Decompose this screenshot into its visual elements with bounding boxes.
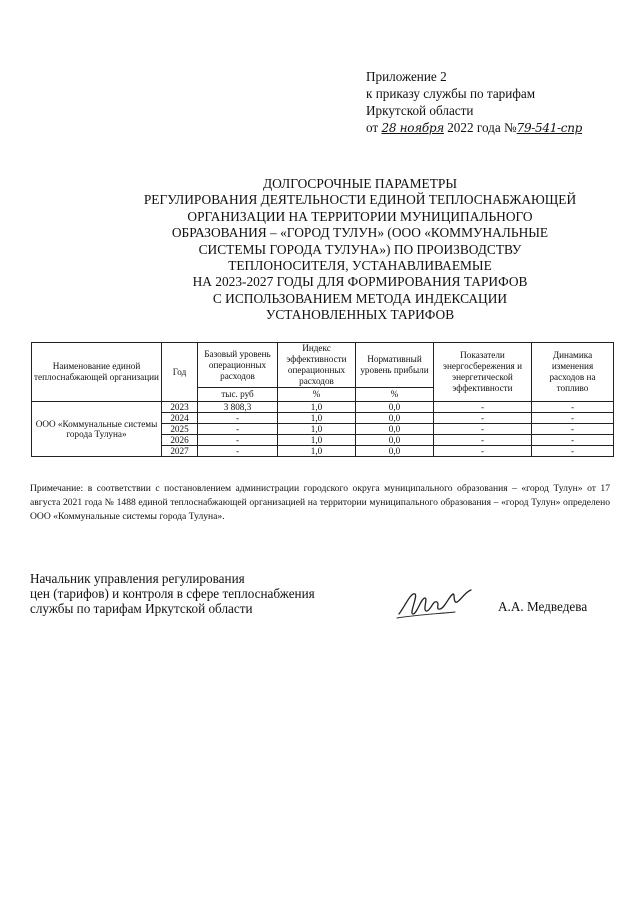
year-cell: 2027 (162, 446, 198, 457)
unit-base: тыс. руб (198, 388, 278, 402)
unit-profit: % (356, 388, 434, 402)
title-line: ОРГАНИЗАЦИИ НА ТЕРРИТОРИИ МУНИЦИПАЛЬНОГО (187, 208, 533, 224)
unit-index: % (278, 388, 356, 402)
index-cell: 1,0 (278, 446, 356, 457)
energy-cell: - (434, 435, 532, 446)
fuel-cell: - (532, 446, 614, 457)
index-cell: 1,0 (278, 424, 356, 435)
base-cell: - (198, 413, 278, 424)
base-cell: - (198, 435, 278, 446)
energy-cell: - (434, 446, 532, 457)
title-line: ДОЛГОСРОЧНЫЕ ПАРАМЕТРЫ (262, 176, 458, 191)
title-line: УСТАНОВЛЕННЫХ ТАРИФОВ (265, 307, 455, 323)
date-middle: 2022 года № (447, 120, 517, 135)
header-year: Год (162, 343, 198, 402)
table-row (32, 402, 614, 413)
handwritten-date: 28 ноября (381, 121, 444, 135)
profit-cell: 0,0 (356, 402, 434, 413)
header-fuel: Динамика изменения расходов на топливо (532, 343, 614, 402)
parameters-table (31, 342, 614, 457)
document-title (90, 176, 630, 324)
index-cell: 1,0 (278, 435, 356, 446)
header-profit: Нормативный уровень прибыли (356, 343, 434, 388)
base-cell: 3 808,3 (198, 402, 278, 413)
date-prefix: от (366, 120, 379, 135)
appendix-header (366, 68, 636, 137)
profit-cell: 0,0 (356, 413, 434, 424)
header-base: Базовый уровень операционных расходов (198, 343, 278, 388)
fuel-cell: - (532, 402, 614, 413)
year-cell: 2025 (162, 424, 198, 435)
year-cell: 2023 (162, 402, 198, 413)
fuel-cell: - (532, 413, 614, 424)
profit-cell: 0,0 (356, 446, 434, 457)
base-cell: - (198, 424, 278, 435)
profit-cell: 0,0 (356, 435, 434, 446)
index-cell: 1,0 (278, 402, 356, 413)
appendix-line-2: к приказу службы по тарифам (366, 86, 536, 101)
handwritten-signature (395, 584, 475, 624)
year-cell: 2026 (162, 435, 198, 446)
year-cell: 2024 (162, 413, 198, 424)
title-line: ОБРАЗОВАНИЯ – «ГОРОД ТУЛУН» (ООО «КОММУНАЛЬНЫЕ (171, 225, 549, 241)
profit-cell: 0,0 (356, 424, 434, 435)
signatory-title (30, 571, 370, 616)
base-cell: - (198, 446, 278, 457)
table-header-row (32, 343, 614, 388)
fuel-cell: - (532, 435, 614, 446)
title-line: ТЕПЛОНОСИТЕЛЯ, УСТАНАВЛИВАЕМЫЕ (228, 258, 492, 274)
handwritten-number: 79-541-спр (516, 121, 583, 135)
signatory-line-3: службы по тарифам Иркутской области (30, 601, 253, 616)
appendix-line-3: Иркутской области (366, 103, 474, 118)
title-line: НА 2023-2027 ГОДЫ ДЛЯ ФОРМИРОВАНИЯ ТАРИФОВ (192, 274, 528, 290)
header-index: Индекс эффективности операционных расходов (278, 343, 356, 388)
signatory-line-2: цен (тарифов) и контроля в сфере теплоснабжения (30, 586, 315, 601)
title-line: СИСТЕМЫ ГОРОДА ТУЛУНА») ПО ПРОИЗВОДСТВУ (198, 241, 522, 257)
title-line: РЕГУЛИРОВАНИЯ ДЕЯТЕЛЬНОСТИ ЕДИНОЙ ТЕПЛОСНАБЖАЮЩЕЙ (143, 192, 577, 208)
title-line: С ИСПОЛЬЗОВАНИЕМ МЕТОДА ИНДЕКСАЦИИ (212, 290, 508, 306)
energy-cell: - (434, 413, 532, 424)
header-energy: Показатели энергосбережения и энергетической эффективности (434, 343, 532, 402)
index-cell: 1,0 (278, 413, 356, 424)
appendix-line-1: Приложение 2 (366, 69, 447, 84)
signatory-name: А.А. Медведева (498, 599, 588, 614)
energy-cell: - (434, 424, 532, 435)
energy-cell: - (434, 402, 532, 413)
signatory-line-1: Начальник управления регулирования (30, 571, 245, 586)
appendix-date-line (366, 119, 636, 137)
header-org: Наименование единой теплоснабжающей организации (32, 343, 162, 402)
fuel-cell: - (532, 424, 614, 435)
note-paragraph: Примечание: в соответствии с постановлением администрации городского округа муниципального образования – «город Тулун» от 17 августа 2021 года № 1488 единой теплоснабжающей организацией на территории муниципального образования – «город Тулун» определено ООО «Коммунальные системы города Тулуна». (30, 483, 610, 522)
org-cell: ООО «Коммунальные системы города Тулуна» (32, 402, 162, 457)
